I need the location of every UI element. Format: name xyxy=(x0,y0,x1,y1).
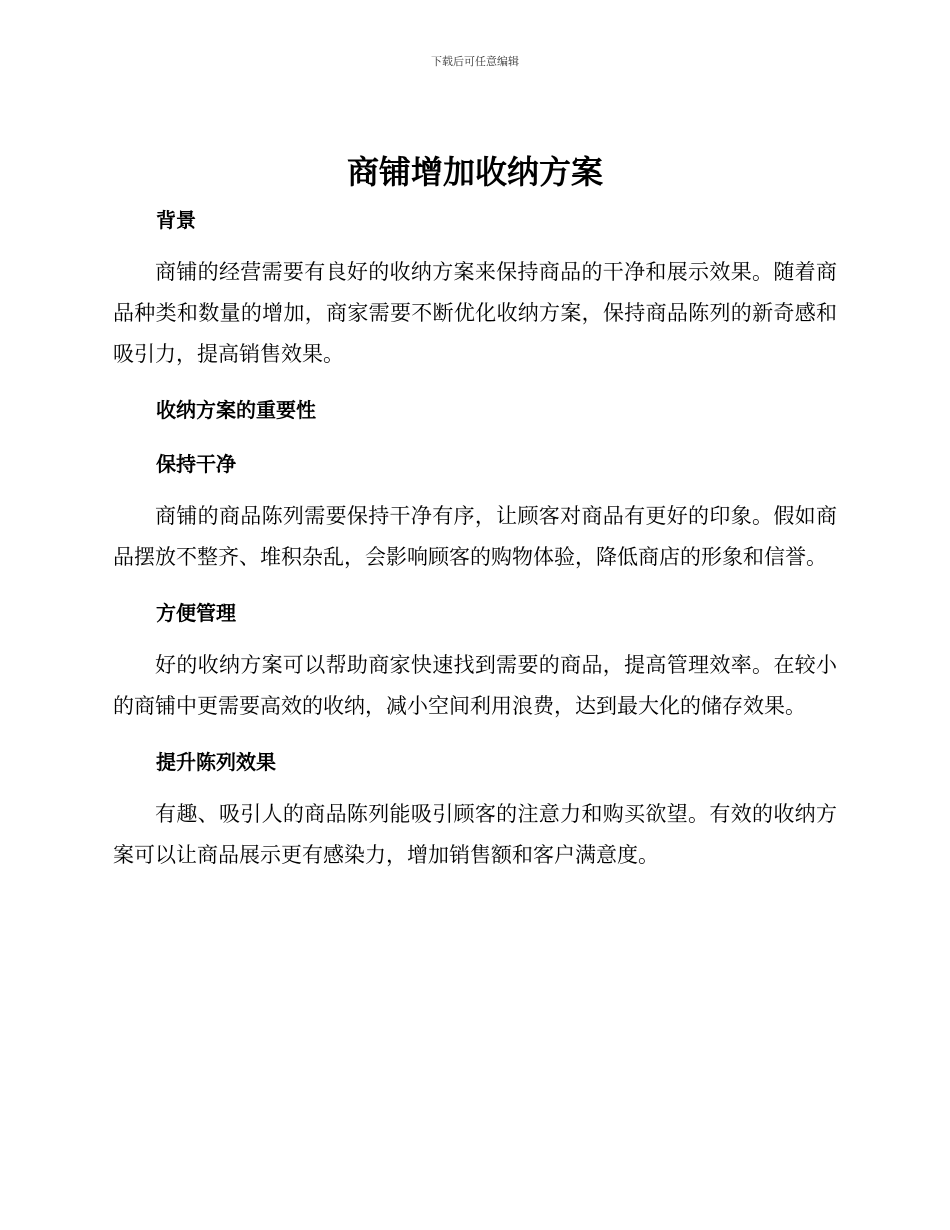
section-paragraph-display-effect: 有趣、吸引人的商品陈列能吸引顾客的注意力和购买欲望。有效的收纳方案可以让商品展示更有感染力，增加销售额和客户满意度。 xyxy=(113,802,837,867)
section-paragraph-keep-clean: 商铺的商品陈列需要保持干净有序，让顾客对商品有更好的印象。假如商品摆放不整齐、堆积杂乱，会影响顾客的购物体验，降低商店的形象和信誉。 xyxy=(113,504,837,569)
page-header: 下载后可任意编辑 xyxy=(431,55,519,68)
document-title: 商铺增加收纳方案 xyxy=(346,153,603,191)
section-heading-easy-management: 方便管理 xyxy=(156,601,236,625)
section-heading-background: 背景 xyxy=(156,208,196,232)
section-paragraph-easy-management: 好的收纳方案可以帮助商家快速找到需要的商品，提高管理效率。在较小的商铺中更需要高效的收纳，减小空间利用浪费，达到最大化的储存效果。 xyxy=(113,653,837,718)
section-heading-importance: 收纳方案的重要性 xyxy=(156,398,316,422)
section-paragraph-background: 商铺的经营需要有良好的收纳方案来保持商品的干净和展示效果。随着商品种类和数量的增加，商家需要不断优化收纳方案，保持商品陈列的新奇感和吸引力，提高销售效果。 xyxy=(113,260,837,366)
section-heading-display-effect: 提升陈列效果 xyxy=(156,750,276,774)
section-heading-keep-clean: 保持干净 xyxy=(156,452,236,476)
document-body xyxy=(113,198,837,876)
